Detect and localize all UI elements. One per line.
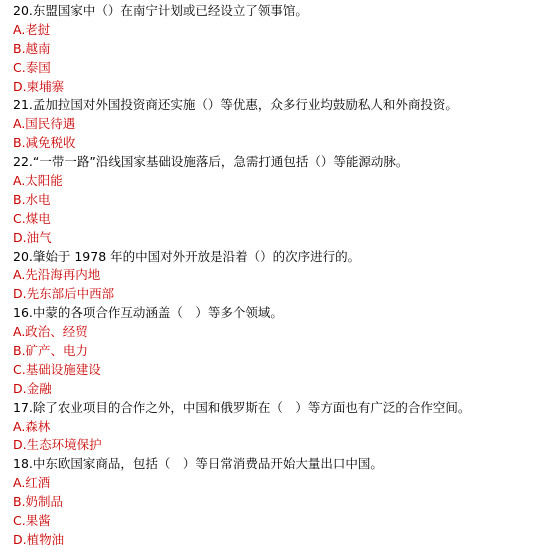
answer-option: A.先沿海再内地 (13, 267, 101, 283)
answer-option: D.先东部后中西部 (13, 286, 115, 302)
answer-option: A.老挝 (13, 21, 51, 37)
answer-option: A.森林 (13, 418, 51, 434)
question-text: 21.孟加拉国对外国投资商还实施（）等优惠，众多行业均鼓励私人和外商投资。 (13, 97, 458, 113)
answer-option: B.水电 (13, 191, 51, 207)
answer-option: A.政治、经贸 (13, 324, 88, 340)
answer-option: B.越南 (13, 40, 51, 56)
answer-option: D.植物油 (13, 531, 65, 547)
answer-option: D.生态环境保护 (13, 437, 102, 453)
answer-option: C.基础设施建设 (13, 361, 101, 377)
answer-option: B.减免税收 (13, 135, 76, 151)
answer-option: D.柬埔寨 (13, 78, 65, 94)
answer-option: A.国民待遇 (13, 116, 76, 132)
answer-option: D.油气 (13, 229, 52, 245)
answer-option: C.果酱 (13, 513, 51, 529)
answer-option: B.矿产、电力 (13, 343, 89, 359)
question-text: 17.除了农业项目的合作之外，中国和俄罗斯在（ ）等方面也有广泛的合作空间。 (13, 399, 471, 415)
question-text: 20.肇始于 1978 年的中国对外开放是沿着（）的次序进行的。 (13, 248, 361, 264)
answer-option: C.泰国 (13, 59, 51, 75)
answer-option: D.金融 (13, 380, 52, 396)
question-text: 18.中东欧国家商品，包括（ ）等日常消费品开始大量出口中国。 (13, 456, 383, 472)
question-text: 22.“一带一路”沿线国家基础设施落后，急需打通包括（）等能源动脉。 (13, 154, 409, 170)
question-text: 16.中蒙的各项合作互动涵盖（ ）等多个领域。 (13, 305, 283, 321)
question-text: 20.东盟国家中（）在南宁计划或已经设立了领事馆。 (13, 3, 308, 18)
answer-option: A.太阳能 (13, 173, 63, 189)
answer-option: B.奶制品 (13, 494, 64, 510)
question-document (13, 2, 538, 550)
answer-option: C.煤电 (13, 210, 51, 226)
answer-option: A.红酒 (13, 475, 51, 491)
